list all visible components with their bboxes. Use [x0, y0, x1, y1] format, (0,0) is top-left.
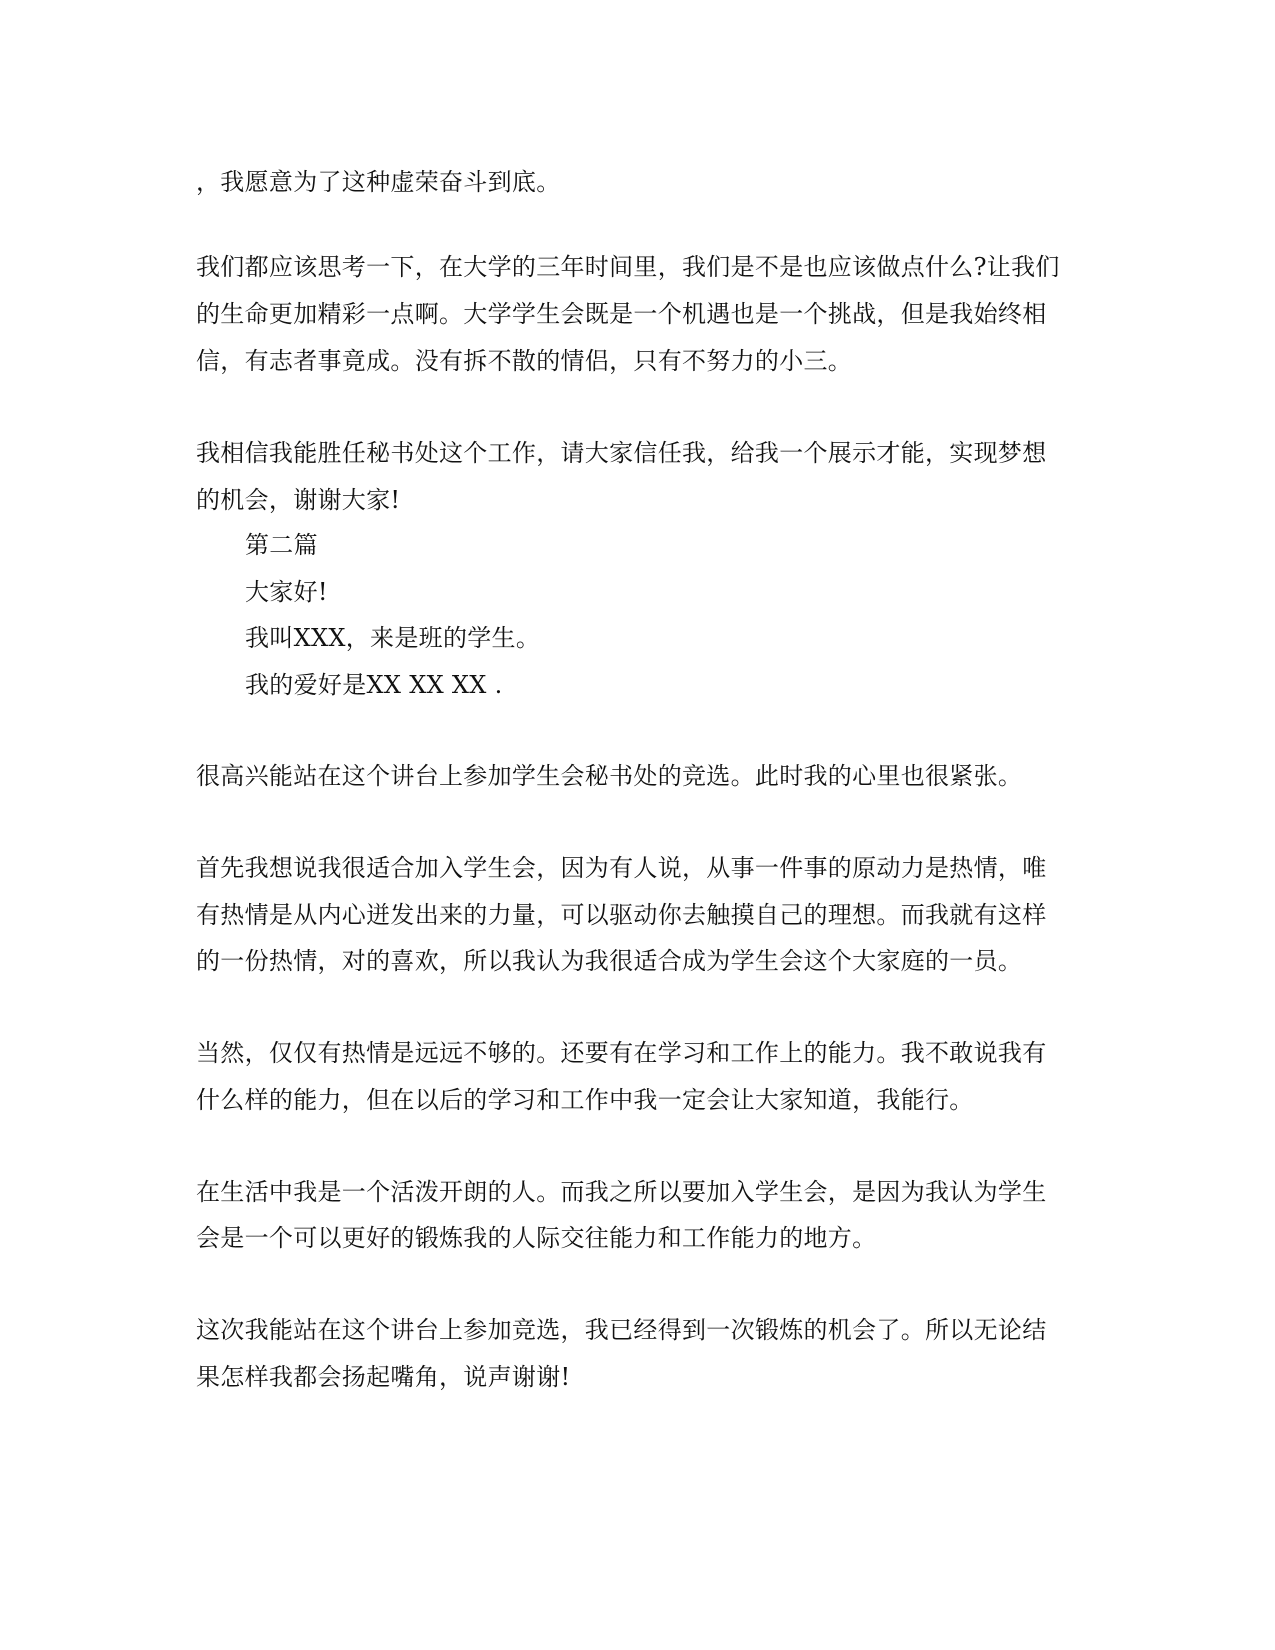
text-line: 的一份热情，对的喜欢，所以我认为我很适合成为学生会这个大家庭的一员。 [196, 947, 1023, 975]
text-line: 我们都应该思考一下，在大学的三年时间里，我们是不是也应该做点什么?让我们 [196, 253, 1060, 281]
text-line: 我相信我能胜任秘书处这个工作，请大家信任我，给我一个展示才能，实现梦想 [196, 439, 1047, 467]
text-line: 首先我想说我很适合加入学生会，因为有人说，从事一件事的原动力是热情，唯 [196, 854, 1047, 882]
text-line: 果怎样我都会扬起嘴角，说声谢谢! [196, 1363, 571, 1391]
text-line: ，我愿意为了这种虚荣奋斗到底。 [196, 168, 561, 196]
text-line: 在生活中我是一个活泼开朗的人。而我之所以要加入学生会，是因为我认为学生 [196, 1178, 1047, 1206]
text-line: 会是一个可以更好的锻炼我的人际交往能力和工作能力的地方。 [196, 1224, 877, 1252]
text-line: 我的爱好是XX XX XX . [245, 671, 503, 699]
text-line: 的生命更加精彩一点啊。大学学生会既是一个机遇也是一个挑战，但是我始终相 [196, 300, 1047, 328]
text-line: 大家好! [245, 578, 328, 606]
text-line: 信，有志者事竟成。没有拆不散的情侣，只有不努力的小三。 [196, 347, 853, 375]
text-line: 很高兴能站在这个讲台上参加学生会秘书处的竞选。此时我的心里也很紧张。 [196, 762, 1023, 790]
text-line: 当然，仅仅有热情是远远不够的。还要有在学习和工作上的能力。我不敢说我有 [196, 1039, 1047, 1067]
text-line: 的机会，谢谢大家! [196, 486, 401, 514]
text-line: 我叫XXX，来是班的学生。 [245, 624, 541, 652]
text-line: 什么样的能力，但在以后的学习和工作中我一定会让大家知道，我能行。 [196, 1086, 974, 1114]
text-line: 有热情是从内心迸发出来的力量，可以驱动你去触摸自己的理想。而我就有这样 [196, 901, 1047, 929]
text-line: 这次我能站在这个讲台上参加竞选，我已经得到一次锻炼的机会了。所以无论结 [196, 1316, 1047, 1344]
section-heading: 第二篇 [245, 531, 318, 559]
